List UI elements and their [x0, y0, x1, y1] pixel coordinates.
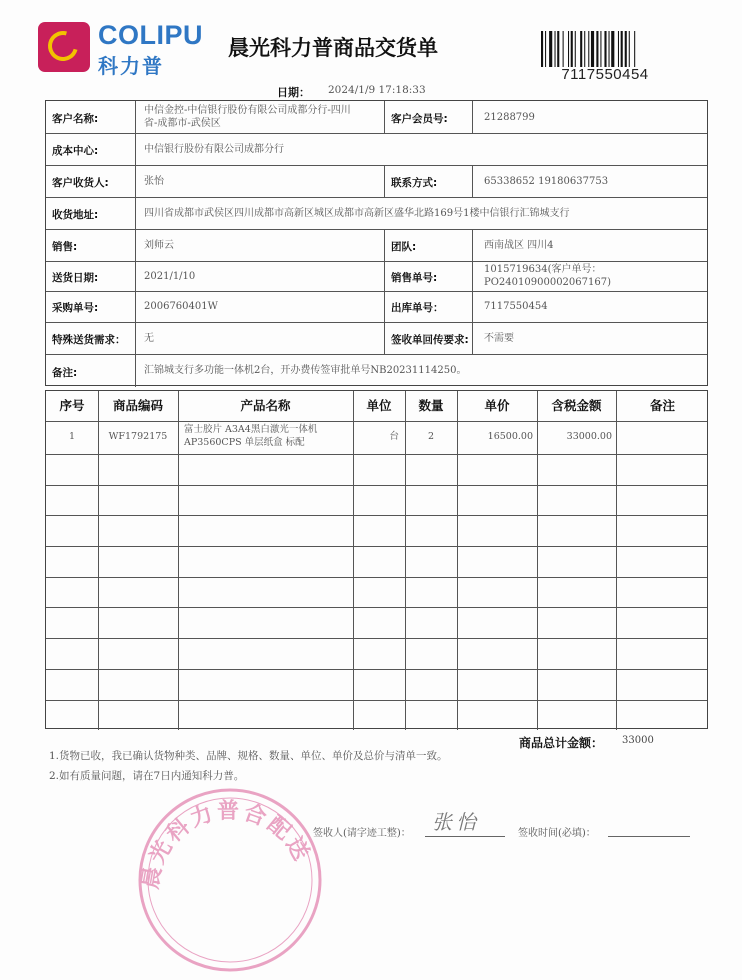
- barcode-number: 7117550454: [561, 66, 649, 83]
- logo-mark-icon: [38, 22, 90, 72]
- customer-name-line1: 中信金控-中信银行股份有限公司成都分行-四川: [144, 105, 351, 116]
- receiver-value: 张怡: [144, 176, 164, 187]
- address-label: 收货地址:: [52, 209, 99, 221]
- team-label: 团队:: [391, 241, 417, 253]
- logo-text-en: COLIPU: [98, 20, 204, 50]
- contact-label: 联系方式:: [391, 177, 438, 189]
- note-1: 1.货物已收，我已确认货物种类、品牌、规格、数量、单位、单价及总价与清单一致。: [49, 750, 448, 762]
- cost-center-value: 中信银行股份有限公司成都分行: [144, 144, 284, 155]
- date-value: 2024/1/9 17:18:33: [328, 84, 426, 96]
- receiver-label: 客户收货人:: [52, 177, 109, 189]
- cell-name-line1: 富士胶片 A3A4黑白激光一体机: [184, 424, 318, 435]
- customer-name-line2: 省-成都市-武侯区: [144, 118, 221, 129]
- member-no-value: 21288799: [484, 112, 535, 123]
- col-header-seq: 序号: [59, 398, 85, 413]
- sign-time-line: [608, 836, 690, 837]
- delivery-date-value: 2021/1/10: [144, 271, 196, 282]
- sales-label: 销售:: [52, 241, 78, 253]
- cell-unit: 台: [389, 431, 399, 442]
- col-header-qty: 数量: [418, 398, 444, 413]
- col-header-name: 产品名称: [240, 398, 291, 413]
- sales-no-line2: PO24010900002067167): [484, 277, 611, 288]
- cell-qty: 2: [427, 431, 435, 442]
- barcode-icon: [541, 31, 669, 67]
- purchase-no-value: 2006760401W: [144, 301, 218, 312]
- member-no-label: 客户会员号:: [391, 113, 448, 125]
- note-2: 2.如有质量问题，请在7日内通知科力普。: [49, 770, 245, 782]
- contact-value: 65338652 19180637753: [484, 176, 609, 187]
- cost-center-label: 成本中心:: [52, 145, 99, 157]
- document-title: 晨光科力普商品交货单: [228, 36, 438, 60]
- delivery-date-label: 送货日期:: [52, 272, 99, 284]
- company-stamp-icon: [130, 780, 330, 980]
- stamp-text: 晨光科力普合配送: [138, 798, 315, 891]
- address-value: 四川省成都市武侯区四川成都市高新区城区成都市高新区盛华北路169号1楼中信银行汇锦城支行: [144, 208, 570, 219]
- return-req-value: 不需要: [484, 333, 514, 344]
- cell-amount: 33000.00: [566, 431, 612, 442]
- handwritten-signature: 张怡: [432, 810, 480, 834]
- items-table: [45, 390, 708, 729]
- cell-name-line2: AP3560CPS 单层纸盒 标配: [184, 437, 305, 448]
- date-label: 日期：: [277, 86, 310, 99]
- col-header-unit: 单位: [366, 398, 392, 413]
- return-req-label: 签收单回传要求:: [391, 334, 469, 346]
- outbound-no-label: 出库单号：: [391, 302, 444, 314]
- sales-no-line1: 1015719634(客户单号：: [484, 264, 602, 275]
- col-header-remark: 备注: [649, 398, 675, 413]
- sales-no-label: 销售单号:: [391, 272, 438, 284]
- colipu-logo: [38, 18, 204, 78]
- sign-time-label: 签收时间(必填)：: [518, 828, 596, 839]
- purchase-no-label: 采购单号:: [52, 302, 99, 314]
- remark-label: 备注:: [52, 367, 78, 379]
- signature-line: [425, 836, 505, 837]
- customer-info-grid: [45, 100, 708, 386]
- logo-text-cn: 科力普: [98, 54, 164, 78]
- remark-value: 汇锦城支行多功能一体机2台，开办费传签审批单号NB20231114250。: [144, 365, 467, 376]
- col-header-price: 单价: [484, 398, 510, 413]
- cell-code: WF1792175: [108, 431, 168, 442]
- outbound-no-value: 7117550454: [484, 301, 548, 312]
- col-header-amount: 含税金额: [551, 398, 602, 413]
- team-value: 西南战区 四川4: [484, 240, 554, 251]
- total-amount-label: 商品总计金额：: [519, 736, 604, 750]
- cell-price: 16500.00: [487, 431, 533, 442]
- special-req-value: 无: [144, 333, 154, 344]
- special-req-label: 特殊送货需求：: [52, 334, 126, 346]
- signature-label: 签收人(请字迹工整)：: [313, 828, 411, 839]
- col-header-code: 商品编码: [112, 398, 163, 413]
- cell-seq: 1: [68, 431, 76, 442]
- sales-value: 刘师云: [144, 240, 174, 251]
- customer-name-label: 客户名称:: [52, 113, 99, 125]
- total-amount-value: 33000: [622, 735, 654, 746]
